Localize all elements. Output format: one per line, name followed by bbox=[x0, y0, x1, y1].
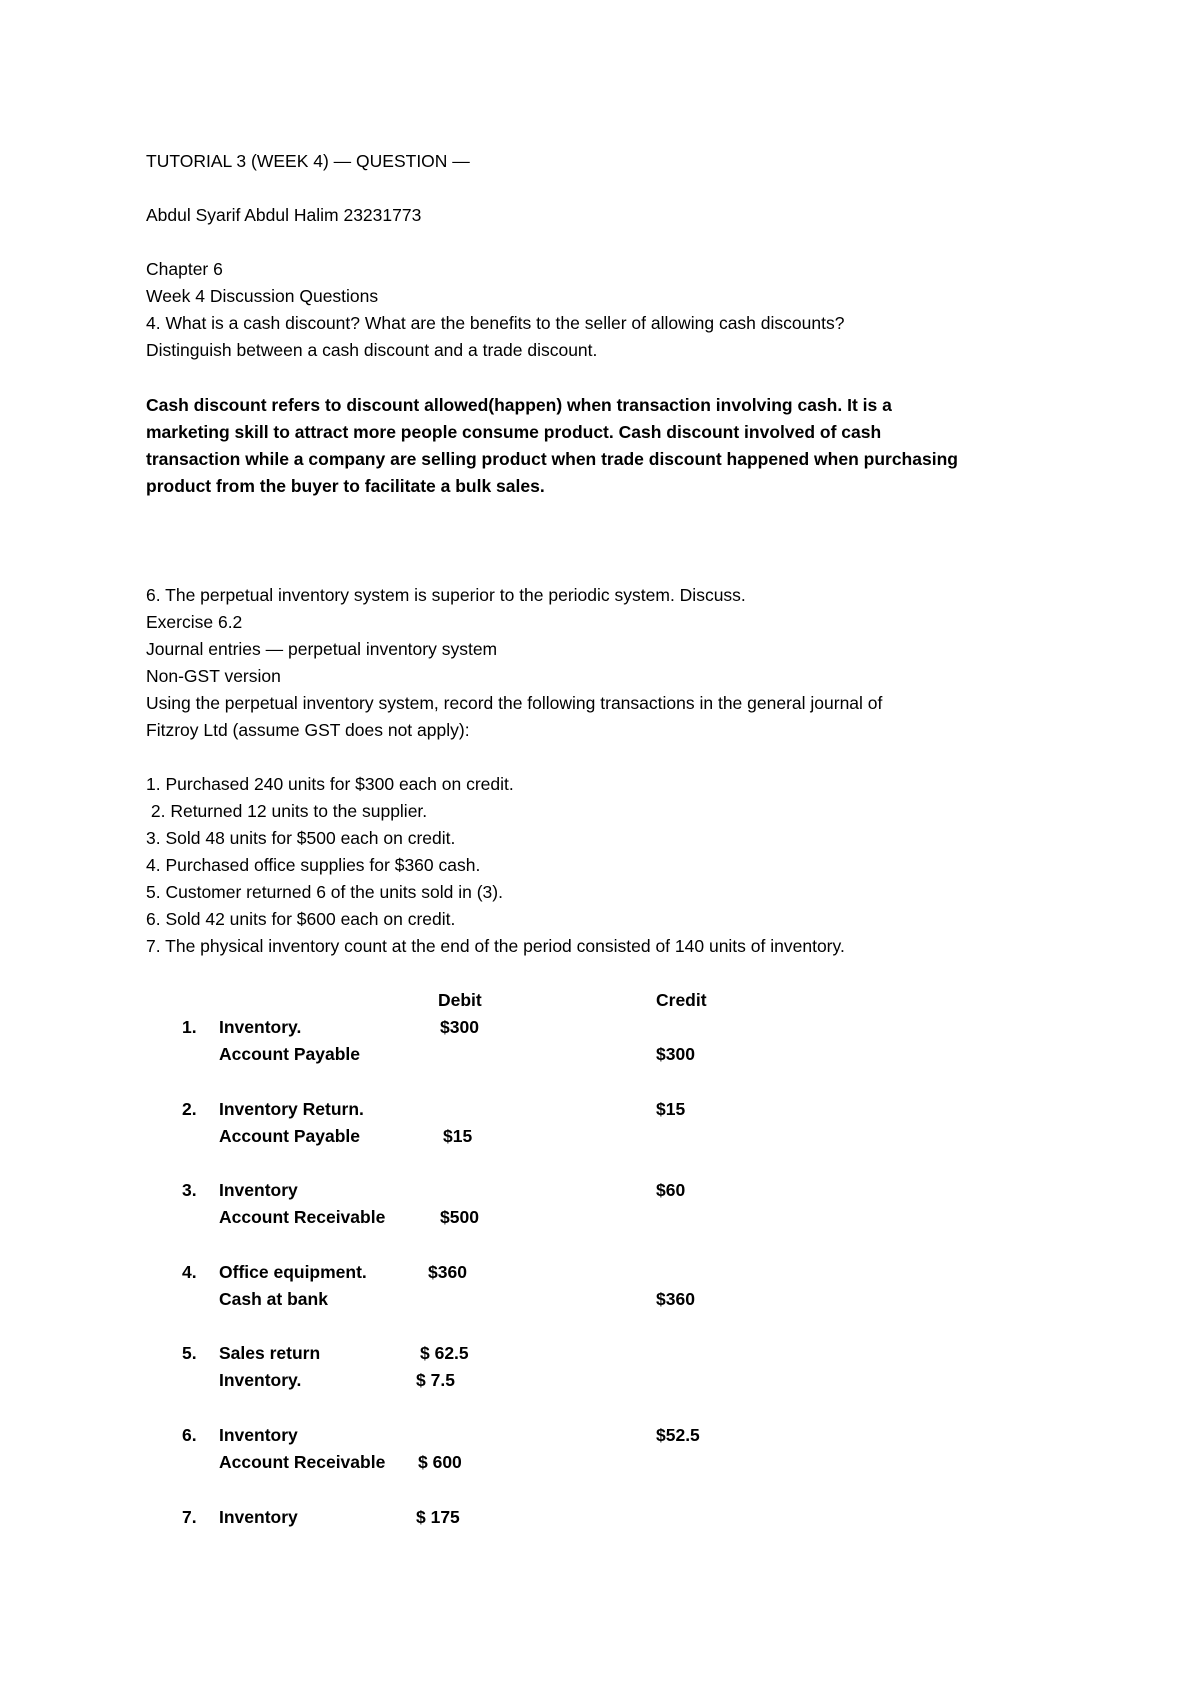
entry-account: Account Receivable bbox=[219, 1207, 386, 1227]
answer-line-2: marketing skill to attract more people consume product. Cash discount involved of cash bbox=[146, 422, 882, 442]
entry-number: 1. bbox=[182, 1017, 197, 1037]
exercise-version: Non-GST version bbox=[146, 666, 281, 686]
entry-debit: $ 175 bbox=[416, 1507, 460, 1527]
exercise-item: 3. Sold 48 units for $500 each on credit. bbox=[146, 828, 456, 848]
exercise-subtitle: Journal entries — perpetual inventory system bbox=[146, 639, 498, 659]
entry-account: Account Payable bbox=[219, 1044, 361, 1064]
entry-number: 3. bbox=[182, 1180, 197, 1200]
credit-header: Credit bbox=[656, 990, 707, 1010]
entry-debit: $360 bbox=[428, 1262, 467, 1282]
question-6: 6. The perpetual inventory system is superior to the periodic system. Discuss. bbox=[146, 585, 746, 605]
document-title: TUTORIAL 3 (WEEK 4) — QUESTION — bbox=[146, 151, 470, 171]
exercise-item: 6. Sold 42 units for $600 each on credit. bbox=[146, 909, 456, 929]
entry-account: Inventory Return. bbox=[219, 1099, 364, 1119]
entry-debit: $ 600 bbox=[418, 1452, 462, 1472]
entry-account: Inventory bbox=[219, 1425, 298, 1445]
exercise-instruction-line-2: Fitzroy Ltd (assume GST does not apply): bbox=[146, 720, 470, 740]
exercise-title: Exercise 6.2 bbox=[146, 612, 243, 632]
entry-debit: $300 bbox=[440, 1017, 479, 1037]
exercise-item: 4. Purchased office supplies for $360 cash. bbox=[146, 855, 481, 875]
entry-credit: $15 bbox=[656, 1099, 686, 1119]
entry-number: 6. bbox=[182, 1425, 197, 1445]
section-label: Week 4 Discussion Questions bbox=[146, 286, 379, 306]
entry-credit: $60 bbox=[656, 1180, 686, 1200]
entry-account: Cash at bank bbox=[219, 1289, 328, 1309]
entry-number: 5. bbox=[182, 1343, 197, 1363]
entry-account: Account Receivable bbox=[219, 1452, 386, 1472]
answer-line-4: product from the buyer to facilitate a bulk sales. bbox=[146, 476, 545, 496]
entry-debit: $ 62.5 bbox=[420, 1343, 469, 1363]
author-line: Abdul Syarif Abdul Halim 23231773 bbox=[146, 205, 422, 225]
entry-credit: $52.5 bbox=[656, 1425, 700, 1445]
entry-credit: $300 bbox=[656, 1044, 695, 1064]
entry-debit: $ 7.5 bbox=[416, 1370, 455, 1390]
entry-debit: $500 bbox=[440, 1207, 479, 1227]
chapter-label: Chapter 6 bbox=[146, 259, 223, 279]
entry-number: 7. bbox=[182, 1507, 197, 1527]
entry-number: 4. bbox=[182, 1262, 197, 1282]
exercise-item: 2. Returned 12 units to the supplier. bbox=[146, 801, 428, 821]
entry-debit: $15 bbox=[443, 1126, 473, 1146]
entry-credit: $360 bbox=[656, 1289, 695, 1309]
exercise-item: 5. Customer returned 6 of the units sold in (3). bbox=[146, 882, 503, 902]
entry-account: Inventory. bbox=[219, 1370, 302, 1390]
entry-account: Inventory. bbox=[219, 1017, 302, 1037]
question-4-line-1: 4. What is a cash discount? What are the benefits to the seller of allowing cash discounts? bbox=[146, 313, 845, 333]
exercise-item: 1. Purchased 240 units for $300 each on credit. bbox=[146, 774, 514, 794]
entry-account: Sales return bbox=[219, 1343, 321, 1363]
entry-account: Inventory bbox=[219, 1180, 298, 1200]
entry-account: Account Payable bbox=[219, 1126, 361, 1146]
exercise-instruction-line-1: Using the perpetual inventory system, record the following transactions in the general journal of bbox=[146, 693, 883, 713]
entry-number: 2. bbox=[182, 1099, 197, 1119]
debit-header: Debit bbox=[438, 990, 482, 1010]
answer-line-3: transaction while a company are selling product when trade discount happened when purchasing bbox=[146, 449, 958, 469]
entry-account: Office equipment. bbox=[219, 1262, 367, 1282]
answer-line-1: Cash discount refers to discount allowed(happen) when transaction involving cash. It is a bbox=[146, 395, 892, 415]
entry-account: Inventory bbox=[219, 1507, 298, 1527]
question-4-line-2: Distinguish between a cash discount and a trade discount. bbox=[146, 340, 598, 360]
exercise-item: 7. The physical inventory count at the end of the period consisted of 140 units of inventory. bbox=[146, 936, 845, 956]
